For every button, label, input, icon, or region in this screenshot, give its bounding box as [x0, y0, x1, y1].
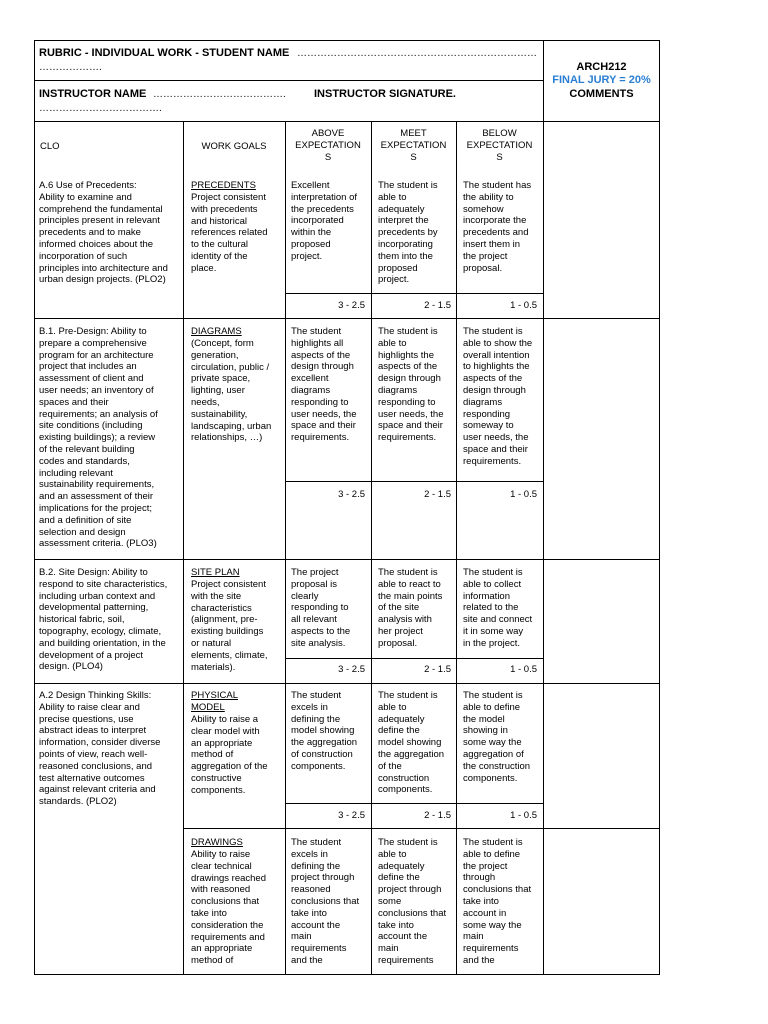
col-divider-goals: [285, 121, 286, 975]
column-header-below: BELOW EXPECTATION S: [466, 128, 533, 163]
clo-a2-text: A.2 Design Thinking Skills: Ability to raise clear and precise questions, use abstract ideas to interpret information, consider diverse points of view, reach well- reasoned conclusions, and test alternative outcomes against relevant criteria and standards. (PLO2): [39, 690, 161, 808]
site-plan-score-above: 3 - 2.5: [338, 664, 365, 675]
row4-score-divider: [285, 803, 543, 804]
row4-divider: [183, 828, 660, 829]
clo-a6-text: A.6 Use of Precedents: Ability to examine and comprehend the fundamental principles present in relevant precedents and to make informed choices about the incorporation of such principles into architecture and urban design projects. (PLO2): [39, 180, 168, 286]
physical-model-below-text: The student is able to define the model showing in some way the aggregation of the construction components.: [463, 690, 531, 784]
column-header-clo: CLO: [40, 141, 60, 152]
header-row-divider: [34, 80, 543, 81]
rubric-title: RUBRIC - INDIVIDUAL WORK - STUDENT NAME: [39, 47, 290, 59]
site-plan-meet-text: The student is able to react to the main points of the site analysis with her project proposal.: [378, 567, 443, 649]
row3-divider: [34, 683, 660, 684]
drawings-meet-text: The student is able to adequately define the project through some conclusions that take into account the main requirements: [378, 837, 447, 966]
column-header-work-goals: WORK GOALS: [201, 141, 267, 152]
goal-drawings-title: DRAWINGS: [191, 837, 243, 848]
diagrams-score-below: 1 - 0.5: [510, 489, 537, 500]
diagrams-score-above: 3 - 2.5: [338, 489, 365, 500]
site-plan-below-text: The student is able to collect information related to the site and connect it in some way in the project.: [463, 567, 533, 649]
final-jury-weight: FINAL JURY = 20%: [552, 74, 651, 86]
col-divider-clo: [183, 121, 184, 975]
row1-score-divider: [285, 293, 543, 294]
instructor-name-field-continued[interactable]: ……………………………….: [39, 103, 162, 114]
precedents-score-meet: 2 - 1.5: [424, 300, 451, 311]
goal-physical-model-title: PHYSICAL MODEL: [191, 690, 238, 713]
goal-diagrams-text: (Concept, form generation, circulation, public / private space, lighting, user needs, sustainability, landscaping, urban relationships, …): [191, 338, 272, 444]
row2-score-divider: [285, 481, 543, 482]
student-name-field[interactable]: ………………………………………………………………: [297, 48, 537, 59]
diagrams-above-text: The student highlights all aspects of the design through excellent diagrams responding to user needs, the space and their requirements.: [291, 326, 357, 444]
course-code: ARCH212: [576, 61, 627, 73]
diagrams-below-text: The student is able to show the overall intention to highlights the aspects of the design through diagrams responding someway to user needs, the space and their requirements.: [463, 326, 533, 467]
goal-site-plan-text: Project consistent with the site characteristics (alignment, pre- existing buildings or natural elements, climate, materials).: [191, 579, 268, 673]
row1-divider: [34, 318, 660, 319]
physical-model-score-meet: 2 - 1.5: [424, 810, 451, 821]
site-plan-above-text: The project proposal is clearly responding to all relevant aspects to the site analysis.: [291, 567, 351, 649]
student-name-field-continued[interactable]: ……………….: [39, 62, 102, 73]
col-divider-meet: [456, 121, 457, 975]
instructor-name-field[interactable]: ………………………………….: [153, 89, 286, 100]
physical-model-score-below: 1 - 0.5: [510, 810, 537, 821]
goal-drawings-text: Ability to raise clear technical drawings reached with reasoned conclusions that take into consideration the requirements and an appropriate method of: [191, 849, 266, 967]
column-header-above: ABOVE EXPECTATION S: [295, 128, 361, 163]
precedents-score-below: 1 - 0.5: [510, 300, 537, 311]
physical-model-score-above: 3 - 2.5: [338, 810, 365, 821]
column-header-meet: MEET EXPECTATION S: [380, 128, 447, 163]
precedents-above-text: Excellent interpretation of the precedents incorporated within the proposed project.: [291, 180, 358, 262]
precedents-below-text: The student has the ability to somehow incorporate the precedents and insert them in the project proposal.: [463, 180, 532, 274]
col-divider-below: [543, 40, 544, 975]
column-header-divider: [34, 121, 660, 122]
precedents-score-above: 3 - 2.5: [338, 300, 365, 311]
site-plan-score-below: 1 - 0.5: [510, 664, 537, 675]
physical-model-meet-text: The student is able to adequately define the model showing the aggregation of the construction components.: [378, 690, 445, 796]
precedents-meet-text: The student is able to adequately interpret the precedents by incorporating them into the proposed project.: [378, 180, 438, 286]
col-divider-above: [371, 121, 372, 975]
drawings-below-text: The student is able to define the project through conclusions that take into account in some way the main requirements and the: [463, 837, 532, 966]
row2-divider: [34, 559, 660, 560]
goal-diagrams-title: DIAGRAMS: [191, 326, 242, 337]
drawings-above-text: The student excels in defining the project through reasoned conclusions that take into account the main requirements and the: [291, 837, 360, 966]
site-plan-score-meet: 2 - 1.5: [424, 664, 451, 675]
diagrams-meet-text: The student is able to highlights the aspects of the design through diagrams responding to user needs, the space and their requirements.: [378, 326, 444, 444]
instructor-signature-label: INSTRUCTOR SIGNATURE.: [314, 88, 456, 100]
row3-score-divider: [285, 658, 543, 659]
diagrams-score-meet: 2 - 1.5: [424, 489, 451, 500]
goal-physical-model-text: Ability to raise a clear model with an appropriate method of aggregation of the constructive components.: [191, 714, 268, 796]
goal-precedents-text: Project consistent with precedents and historical references related to the cultural identity of the place.: [191, 192, 268, 274]
instructor-name-label: INSTRUCTOR NAME: [39, 88, 147, 100]
comments-header: COMMENTS: [569, 88, 634, 100]
goal-site-plan-title: SITE PLAN: [191, 567, 240, 578]
physical-model-above-text: The student excels in defining the model showing the aggregation of construction components.: [291, 690, 358, 772]
goal-precedents-title: PRECEDENTS: [191, 180, 256, 191]
clo-b1-text: B.1. Pre-Design: Ability to prepare a comprehensive program for an architecture project that includes an assessment of client and user needs; an inventory of spaces and their requirements; an analysis of site conditions (including existing buildings); a review of the relevant building codes and standards, including relevant sustainability requirements, and an assessment of their implications for the project; and a definition of site selection and design assessment criteria. (PLO3): [39, 326, 158, 550]
clo-b2-text: B.2. Site Design: Ability to respond to site characteristics, including urban context and developmental patterning, historical fabric, soil, topography, ecology, climate, and building orientation, in the development of a project design. (PLO4): [39, 567, 168, 673]
